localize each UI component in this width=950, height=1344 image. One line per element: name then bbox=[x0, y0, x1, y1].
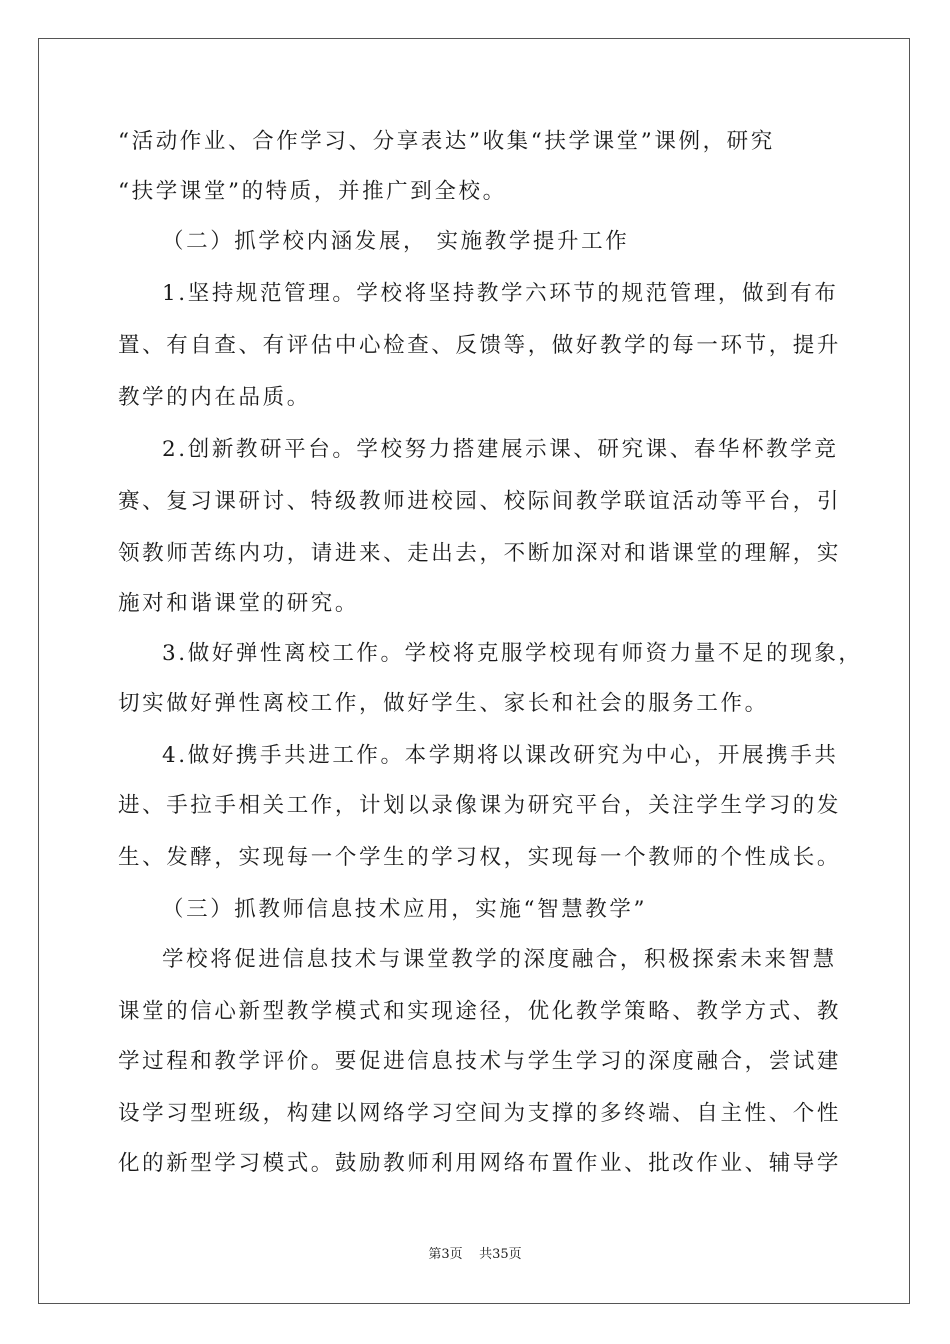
section-heading: （二）抓学校内涵发展， 实施教学提升工作 bbox=[162, 229, 630, 254]
page-number-footer: 第3页 共35页 bbox=[428, 1247, 522, 1262]
text-line: “活动作业、合作学习、分享表达”收集“扶学课堂”课例，研究 bbox=[118, 129, 775, 154]
text-line: 2.创新教研平台。学校努力搭建展示课、研究课、春华杯教学竞 bbox=[162, 437, 839, 462]
text-line: “扶学课堂”的特质，并推广到全校。 bbox=[118, 179, 507, 204]
text-line: 化的新型学习模式。鼓励教师利用网络布置作业、批改作业、辅导学 bbox=[118, 1151, 842, 1176]
text-line: 赛、复习课研讨、特级教师进校园、校际间教学联谊活动等平台，引 bbox=[118, 489, 842, 514]
text-line: 学过程和教学评价。要促进信息技术与学生学习的深度融合，尝试建 bbox=[118, 1049, 842, 1074]
text-line: 3.做好弹性离校工作。学校将克服学校现有师资力量不足的现象， bbox=[162, 641, 863, 666]
text-line: 领教师苦练内功，请进来、走出去，不断加深对和谐课堂的理解，实 bbox=[118, 541, 842, 566]
text-line: 教学的内在品质。 bbox=[118, 385, 311, 410]
text-line: 进、手拉手相关工作，计划以录像课为研究平台，关注学生学习的发 bbox=[118, 793, 842, 818]
text-line: 置、有自查、有评估中心检查、反馈等，做好教学的每一环节，提升 bbox=[118, 333, 842, 358]
text-line: 施对和谐课堂的研究。 bbox=[118, 591, 360, 616]
section-heading: （三）抓教师信息技术应用，实施“智慧教学” bbox=[162, 897, 648, 922]
text-line: 设学习型班级，构建以网络学习空间为支撑的多终端、自主性、个性 bbox=[118, 1101, 842, 1126]
text-line: 课堂的信心新型教学模式和实现途径，优化教学策略、教学方式、教 bbox=[118, 999, 842, 1024]
text-line: 1.坚持规范管理。学校将坚持教学六环节的规范管理，做到有布 bbox=[162, 281, 839, 306]
text-line: 4.做好携手共进工作。本学期将以课改研究为中心，开展携手共 bbox=[162, 743, 839, 768]
text-line: 生、发酵，实现每一个学生的学习权，实现每一个教师的个性成长。 bbox=[118, 845, 842, 870]
text-line: 学校将促进信息技术与课堂教学的深度融合，积极探索未来智慧 bbox=[162, 947, 837, 972]
text-line: 切实做好弹性离校工作，做好学生、家长和社会的服务工作。 bbox=[118, 691, 769, 716]
